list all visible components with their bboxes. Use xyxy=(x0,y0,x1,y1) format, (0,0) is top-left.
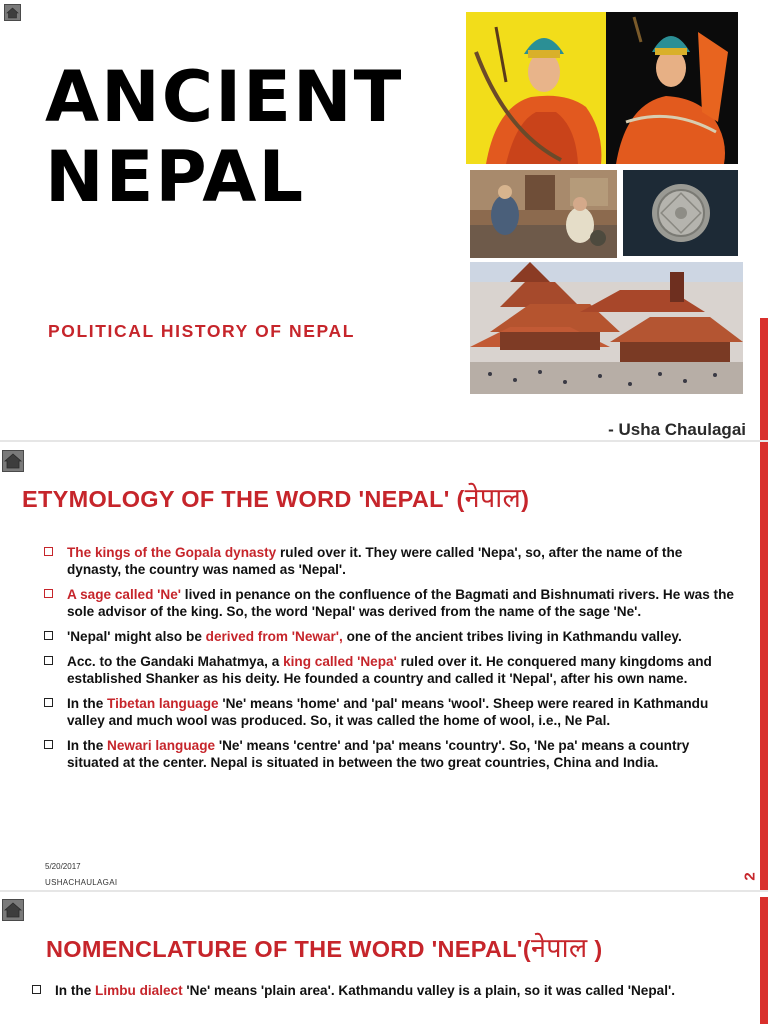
accent-bar xyxy=(760,318,768,440)
home-button[interactable] xyxy=(4,4,21,21)
section-title xyxy=(22,478,529,515)
title-devanagari: नेपाल xyxy=(530,933,588,964)
title-line-1: ANCIENT xyxy=(45,56,404,138)
footer-date: 5/20/2017 xyxy=(45,862,81,871)
list-item: In the Tibetan language 'Ne' means 'home' and 'pal' means 'wool'. Sheep were reared in Kathmandu valley and much wool was produced. So, it was called the home of wool, i.e., Ne Pal. xyxy=(44,695,734,729)
bullet-box-icon xyxy=(32,985,41,994)
title-text: NOMENCLATURE OF THE WORD 'NEPAL'( xyxy=(46,936,531,962)
slide-subtitle: POLITICAL HISTORY OF NEPAL xyxy=(48,321,356,341)
home-icon xyxy=(6,7,19,19)
accent-bar xyxy=(760,897,768,1024)
title-text: ETYMOLOGY OF THE WORD 'NEPAL' ( xyxy=(22,486,465,512)
list-item: The kings of the Gopala dynasty ruled over it. They were called 'Nepa', so, after the name of the dynasty, the country was named as 'Nepal'. xyxy=(44,544,734,578)
bullet-box-icon xyxy=(44,631,53,640)
kings-illustration xyxy=(466,12,738,164)
etymology-list xyxy=(44,544,734,779)
home-button[interactable] xyxy=(2,450,24,472)
title-slide xyxy=(0,0,768,440)
bullet-box-icon xyxy=(44,698,53,707)
title-line-2: NEPAL xyxy=(45,135,306,218)
nomenclature-list xyxy=(32,982,692,1007)
author-name: - Usha Chaulagai xyxy=(608,420,746,439)
bullet-box-icon xyxy=(44,547,53,556)
list-item: Acc. to the Gandaki Mahatmya, a king called 'Nepa' ruled over it. He conquered many kingdoms and established Shanker as his deity. He founded a country and called it 'Nepal', after his own name. xyxy=(44,653,734,687)
bullet-box-icon xyxy=(44,656,53,665)
bullet-box-icon xyxy=(44,740,53,749)
silver-coin xyxy=(623,170,738,256)
palace-interior-painting xyxy=(470,170,617,258)
list-item: In the Newari language 'Ne' means 'centre' and 'pa' means 'country'. So, 'Ne pa' means a country situated at the center. Nepal is situated in between the two great countries, China and India. xyxy=(44,737,734,771)
list-item: A sage called 'Ne' lived in penance on the confluence of the Bagmati and Bishnumati rivers. He was the sole advisor of the king. So, the word 'Nepal' was derived from the name of the sage 'Ne'. xyxy=(44,586,734,620)
bullet-box-icon xyxy=(44,589,53,598)
home-icon xyxy=(4,902,22,918)
etymology-slide xyxy=(0,440,768,890)
title-close: ) xyxy=(521,486,530,512)
home-icon xyxy=(4,453,22,469)
nomenclature-slide xyxy=(0,890,768,1024)
home-button[interactable] xyxy=(2,899,24,921)
page-number: 2 xyxy=(741,872,759,881)
footer-author: USHACHAULAGAI xyxy=(45,878,118,887)
slide-title xyxy=(45,58,445,218)
list-item: 'Nepal' might also be derived from 'Newar', one of the ancient tribes living in Kathmandu valley. xyxy=(44,628,734,645)
accent-bar xyxy=(760,442,768,892)
title-close: ) xyxy=(587,936,603,962)
section-title xyxy=(46,928,602,965)
list-item: In the Limbu dialect 'Ne' means 'plain area'. Kathmandu valley is a plain, so it was called 'Nepal'. xyxy=(32,982,692,999)
title-devanagari: नेपाल xyxy=(464,483,522,514)
durbar-square-temples xyxy=(470,262,743,394)
